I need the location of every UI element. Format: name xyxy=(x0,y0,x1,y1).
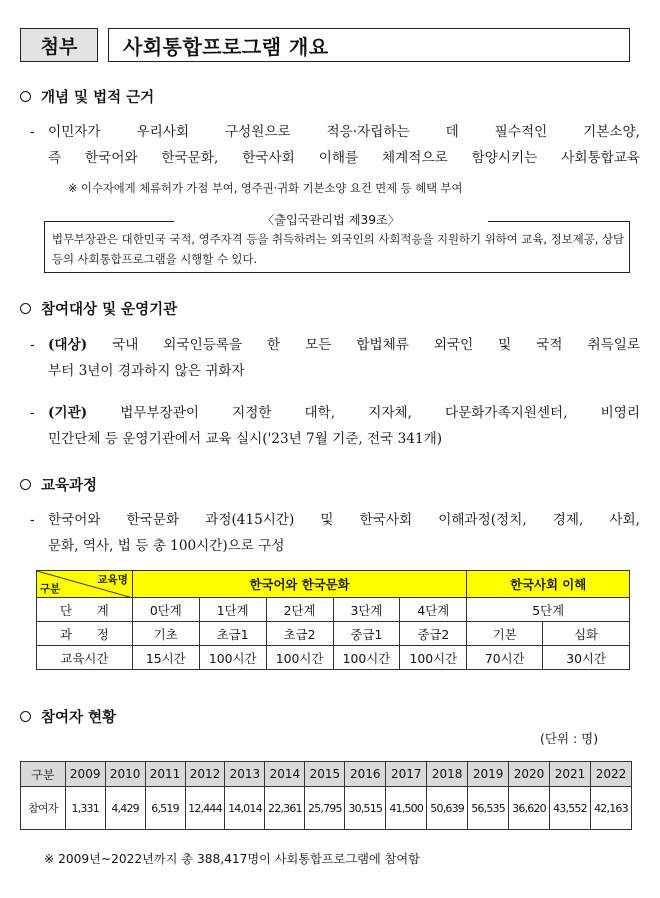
value-cell: 36,620 xyxy=(509,787,550,830)
year-cell: 2022 xyxy=(590,762,631,787)
row-label: 단 계 xyxy=(37,598,133,622)
year-cell: 2014 xyxy=(265,762,305,787)
group-header-korean: 한국어와 한국문화 xyxy=(132,571,466,598)
year-cell: 2011 xyxy=(145,762,185,787)
value-cell: 56,535 xyxy=(468,787,509,830)
table-cell: 중급2 xyxy=(400,622,467,646)
year-cell: 2013 xyxy=(225,762,265,787)
table-cell: 기초 xyxy=(132,622,199,646)
dash-bullet: - xyxy=(30,405,35,421)
org-label: (기관) xyxy=(48,405,88,421)
target-paragraph xyxy=(30,332,640,384)
target-line-2: 부터 3년이 경과하지 않은 귀화자 xyxy=(48,363,245,379)
corner-bottom-label: 구분 xyxy=(40,583,61,595)
value-cell: 25,795 xyxy=(305,787,345,830)
curriculum-line-1: 한국어와 한국문화 과정(415시간) 및 한국사회 이해과정(정치, 경제, 사회, xyxy=(48,512,640,528)
table-cell: 3단계 xyxy=(333,598,400,622)
table-cell: 4단계 xyxy=(400,598,467,622)
year-cell: 2018 xyxy=(427,762,468,787)
dash-bullet: - xyxy=(30,124,35,140)
target-text: 국내 외국인등록을 한 모든 합법체류 외국인 및 국적 취득일로 xyxy=(112,337,640,353)
table-cell: 5단계 xyxy=(467,598,630,622)
participant-row xyxy=(21,787,632,830)
attachment-tag: 첨부 xyxy=(20,28,98,62)
value-cell: 1,331 xyxy=(65,787,105,830)
table-cell: 100시간 xyxy=(266,646,333,670)
unit-label: (단위 : 명) xyxy=(540,731,599,746)
target-line-1 xyxy=(48,332,640,358)
target-label: (대상) xyxy=(48,337,88,353)
org-paragraph xyxy=(30,400,640,452)
value-cell: 4,429 xyxy=(105,787,145,830)
section-heading-participants xyxy=(20,706,116,727)
value-cell: 6,519 xyxy=(145,787,185,830)
year-cell: 2020 xyxy=(509,762,550,787)
table-cell: 70시간 xyxy=(467,646,543,670)
footnote: ※ 2009년~2022년까지 총 388,417명이 사회통합프로그램에 참여함 xyxy=(44,852,420,866)
table-cell: 100시간 xyxy=(333,646,400,670)
table-cell: 15시간 xyxy=(132,646,199,670)
section-title: 개념 및 법적 근거 xyxy=(41,90,155,106)
circle-bullet-icon xyxy=(20,91,31,102)
table-header-row xyxy=(37,571,630,598)
year-cell: 2021 xyxy=(550,762,591,787)
year-cell: 2010 xyxy=(105,762,145,787)
row-label: 교육시간 xyxy=(37,646,133,670)
dash-bullet: - xyxy=(30,337,35,353)
value-cell: 50,639 xyxy=(427,787,468,830)
law-title: 〈출입국관리법 제39조〉 xyxy=(180,211,482,228)
table-cell: 1단계 xyxy=(199,598,266,622)
value-cell: 41,500 xyxy=(386,787,427,830)
page-title: 사회통합프로그램 개요 xyxy=(108,28,630,62)
circle-bullet-icon xyxy=(20,711,31,722)
year-cell: 2019 xyxy=(468,762,509,787)
section-heading-curriculum xyxy=(20,474,97,495)
org-line-2: 민간단체 등 운영기관에서 교육 실시('23년 7월 기준, 전국 341개) xyxy=(48,431,443,447)
law-box-top-rule xyxy=(44,221,174,222)
curriculum-line-2: 문화, 역사, 법 등 총 100시간)으로 구성 xyxy=(48,538,285,554)
concept-line-2: 즉 한국어와 한국문화, 한국사회 이해를 체계적으로 함양시키는 사회통합교육 xyxy=(48,150,640,166)
law-text: 법무부장관은 대한민국 국적, 영주자격 등을 취득하려는 외국인의 사회적응을 지원하기 위하여 교육, 정보제공, 상담 등의 사회통합프로그램을 시행할 수 있다. xyxy=(52,232,624,266)
header-label: 구분 xyxy=(21,762,66,787)
section-heading-concept xyxy=(20,86,154,107)
row-label: 참여자 xyxy=(21,787,66,830)
year-cell: 2009 xyxy=(65,762,105,787)
corner-cell xyxy=(37,571,133,598)
curriculum-paragraph xyxy=(30,507,640,559)
year-cell: 2017 xyxy=(386,762,427,787)
section-title: 교육과정 xyxy=(41,478,98,494)
value-cell: 42,163 xyxy=(590,787,631,830)
concept-paragraph xyxy=(30,119,640,171)
dash-bullet: - xyxy=(30,512,35,528)
org-line-1 xyxy=(48,400,640,426)
group-header-society: 한국사회 이해 xyxy=(467,571,630,598)
value-cell: 12,444 xyxy=(185,787,225,830)
table-cell: 초급2 xyxy=(266,622,333,646)
value-cell: 22,361 xyxy=(265,787,305,830)
participants-table xyxy=(20,761,632,830)
circle-bullet-icon xyxy=(20,479,31,490)
year-header-row xyxy=(21,762,632,787)
table-row xyxy=(37,646,630,670)
concept-line-1: 이민자가 우리사회 구성원으로 적응·자립하는 데 필수적인 기본소양, xyxy=(48,124,640,140)
org-text: 법무부장관이 지정한 대학, 지자체, 다문화가족지원센터, 비영리 xyxy=(120,405,640,421)
section-title: 참여대상 및 운영기관 xyxy=(41,302,178,318)
table-row xyxy=(37,598,630,622)
year-cell: 2012 xyxy=(185,762,225,787)
table-cell: 기본 xyxy=(467,622,543,646)
value-cell: 30,515 xyxy=(345,787,386,830)
benefit-note: ※ 이수자에게 체류허가 가점 부여, 영주권·귀화 기본소양 요건 면제 등 혜택 부여 xyxy=(68,182,463,195)
table-cell: 0단계 xyxy=(132,598,199,622)
table-cell: 30시간 xyxy=(543,646,630,670)
table-cell: 중급1 xyxy=(333,622,400,646)
value-cell: 14,014 xyxy=(225,787,265,830)
table-cell: 심화 xyxy=(543,622,630,646)
table-row xyxy=(37,622,630,646)
table-cell: 100시간 xyxy=(199,646,266,670)
table-cell: 2단계 xyxy=(266,598,333,622)
row-label: 과 정 xyxy=(37,622,133,646)
table-cell: 100시간 xyxy=(400,646,467,670)
year-cell: 2016 xyxy=(345,762,386,787)
curriculum-table xyxy=(36,570,630,670)
section-heading-targets xyxy=(20,298,177,319)
corner-top-label: 교육명 xyxy=(97,574,128,586)
section-title: 참여자 현황 xyxy=(41,710,117,726)
year-cell: 2015 xyxy=(305,762,345,787)
table-cell: 초급1 xyxy=(199,622,266,646)
circle-bullet-icon xyxy=(20,303,31,314)
law-box-top-rule xyxy=(488,221,630,222)
value-cell: 43,552 xyxy=(550,787,591,830)
